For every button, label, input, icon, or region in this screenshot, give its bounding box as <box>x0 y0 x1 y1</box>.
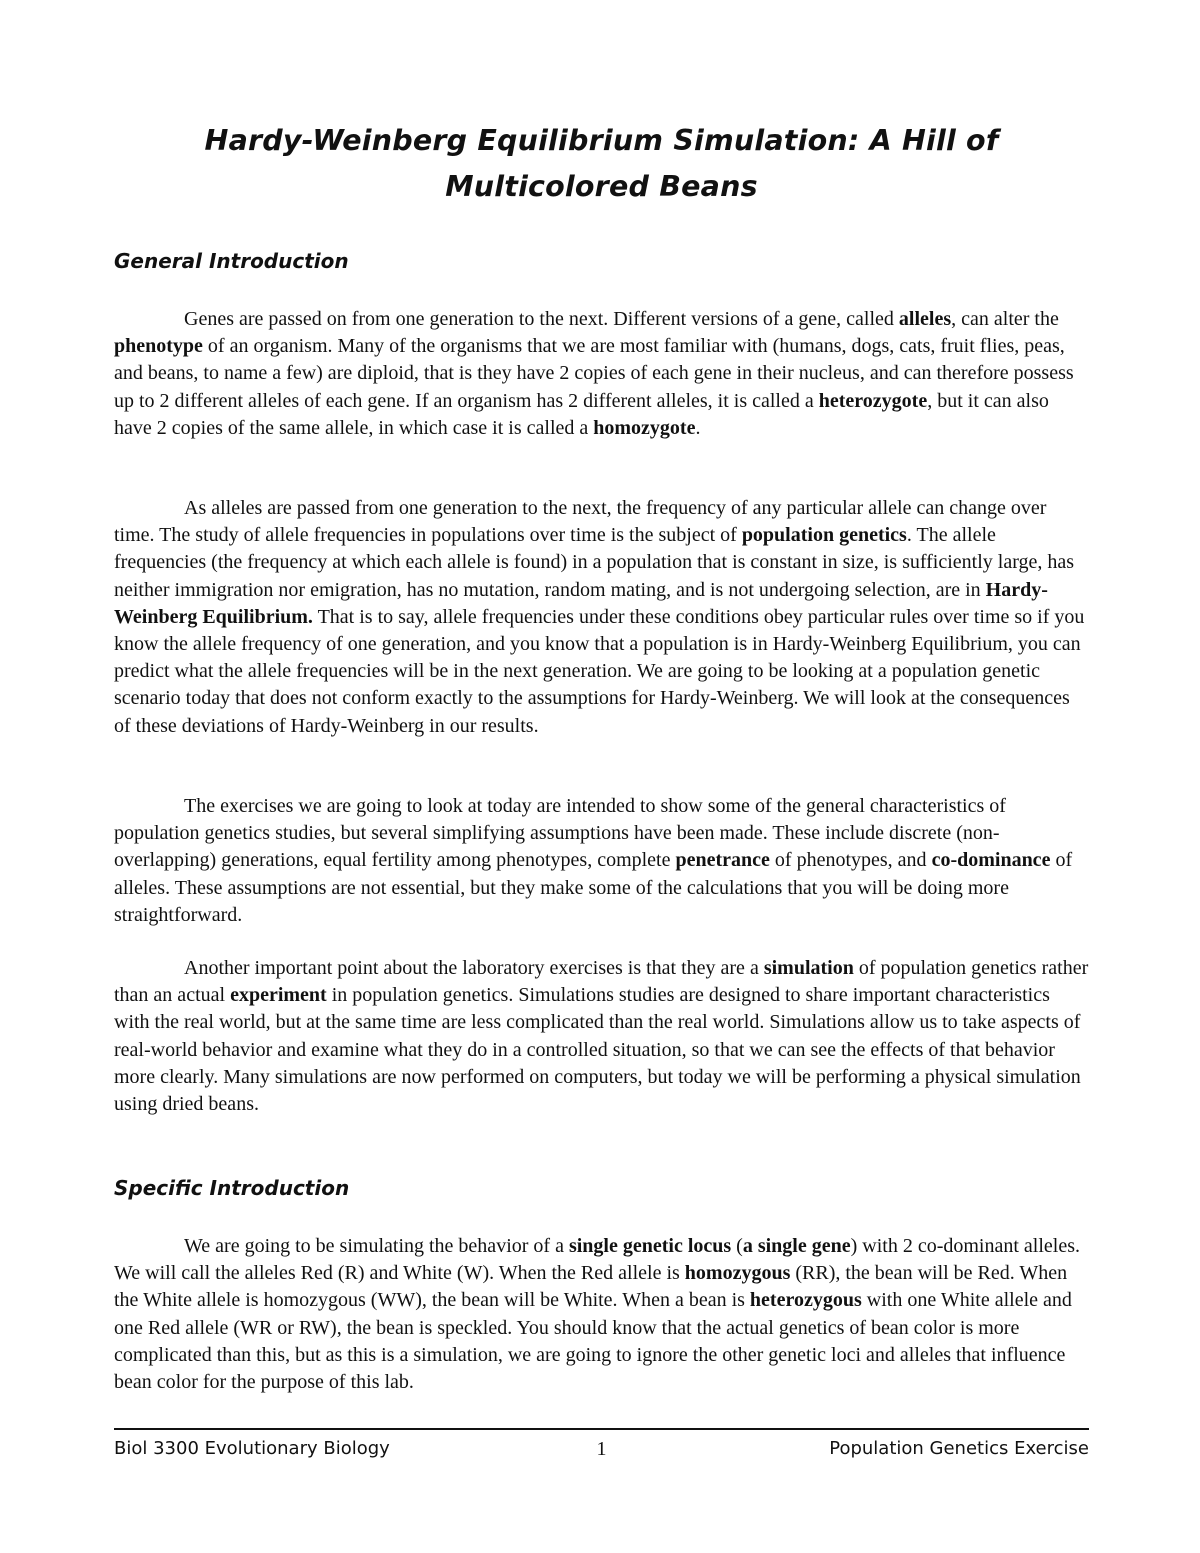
footer-course-name: Biol 3300 Evolutionary Biology <box>114 1438 390 1459</box>
text-run: with one White allele and one Red allele (WR or RW), the bean is speckled. You should know that the actual genetics of bean color is more complicated than this, but as this is a simulation, we are going to ignore the other genetic loci and alleles that influence bean color for the purpose of this lab. <box>114 1289 1072 1394</box>
text-run: of population genetics rather than an actual <box>114 957 1089 1007</box>
text-run: As alleles are passed from one generation to the next, the frequency of any particular allele can change over time. The study of allele frequencies in populations over time is the subject of <box>114 497 1047 547</box>
bold-term: single genetic locus <box>568 1235 732 1257</box>
text-run: ( <box>731 1235 743 1257</box>
text-run: Another important point about the laboratory exercises is that they are a <box>184 957 764 979</box>
text-run: (RR), the bean will be Red. When the White allele is homozygous (WW), the bean will be White. When a bean is <box>114 1262 1068 1312</box>
bold-term: simulation <box>763 957 854 979</box>
bold-term: heterozygote <box>818 389 928 412</box>
bold-term: homozygote <box>593 416 696 439</box>
bold-term: alleles <box>898 308 952 330</box>
text-run: We are going to be simulating the behavior of a <box>184 1235 569 1257</box>
footer-page-number: 1 <box>596 1438 607 1460</box>
text-run: of an organism. Many of the organisms that we are most familiar with (humans, dogs, cats, fruit flies, peas, and beans, to name a few) are diploid, that is they have 2 copies of each gene in their nucleus, and can therefore possess up to 2 different alleles of each gene. If an organism has 2 different alleles, it is called a <box>114 335 1074 412</box>
bold-term: population genetics <box>741 524 907 547</box>
text-run: . The allele frequencies (the frequency at which each allele is found) in a population that is constant in size, is sufficiently large, has neither immigration nor emigration, has no mutation, random mating, and is not undergoing selection, are in <box>114 524 1075 601</box>
text-run: of phenotypes, and <box>769 849 932 872</box>
page-footer <box>114 1436 1089 1462</box>
bold-term: phenotype <box>114 335 203 358</box>
paragraph-general-intro-1 <box>114 306 1089 442</box>
bold-term: Hardy-Weinberg Equilibrium. <box>114 578 1048 628</box>
document-page <box>114 0 1089 1553</box>
bold-term: a single gene <box>742 1235 851 1257</box>
bold-term: co-dominance <box>931 849 1051 872</box>
footer-divider <box>114 1428 1089 1430</box>
text-run: , can alter the <box>951 308 1059 330</box>
text-run: . <box>695 416 701 439</box>
section-heading-general-introduction: General Introduction <box>114 249 349 273</box>
paragraph-specific-intro-1 <box>114 1233 1089 1396</box>
bold-term: experiment <box>230 984 327 1007</box>
text-run: of alleles. These assumptions are not essential, but they make some of the calculations that you will be doing more straightforward. <box>114 849 1073 926</box>
text-run: The exercises we are going to look at today are intended to show some of the general characteristics of population genetics studies, but several simplifying assumptions have been made. These include discrete (non-overlapping) generations, equal fertility among phenotypes, complete <box>114 795 1006 872</box>
bold-term: penetrance <box>675 849 770 872</box>
paragraph-general-intro-3 <box>114 793 1089 929</box>
text-run: ) with 2 co-dominant alleles. We will call the alleles Red (R) and White (W). When the Red allele is <box>114 1235 1081 1285</box>
text-run: in population genetics. Simulations studies are designed to share important characteristics with the real world, but at the same time are less complicated than the real world. Simulations allow us to take aspects of real-world behavior and examine what they do in a controlled situation, so that we can see the effects of that behavior more clearly. Many simulations are now performed on computers, but today we will be performing a physical simulation using dried beans. <box>114 984 1081 1116</box>
text-run: Genes are passed on from one generation to the next. Different versions of a gene, called <box>184 308 899 330</box>
section-heading-specific-introduction: Specific Introduction <box>114 1176 350 1200</box>
bold-term: heterozygous <box>749 1289 862 1312</box>
text-run: That is to say, allele frequencies under these conditions obey particular rules over time so if you know the allele frequency of one generation, and you know that a population is in Hardy-Weinberg Equilibrium, you can predict what the allele frequencies will be in the next generation. We are going to be looking at a population genetic scenario today that does not conform exactly to the assumptions for Hardy-Weinberg. We will look at the consequences of these deviations of Hardy-Weinberg in our results. <box>114 605 1085 737</box>
text-run: , but it can also have 2 copies of the same allele, in which case it is called a <box>114 389 1049 439</box>
bold-term: homozygous <box>684 1262 791 1285</box>
paragraph-general-intro-2 <box>114 495 1089 740</box>
footer-exercise-name: Population Genetics Exercise <box>829 1438 1089 1459</box>
document-title: Hardy-Weinberg Equilibrium Simulation: A Hill of Multicolored Beans <box>204 124 999 203</box>
paragraph-general-intro-4 <box>114 955 1089 1118</box>
